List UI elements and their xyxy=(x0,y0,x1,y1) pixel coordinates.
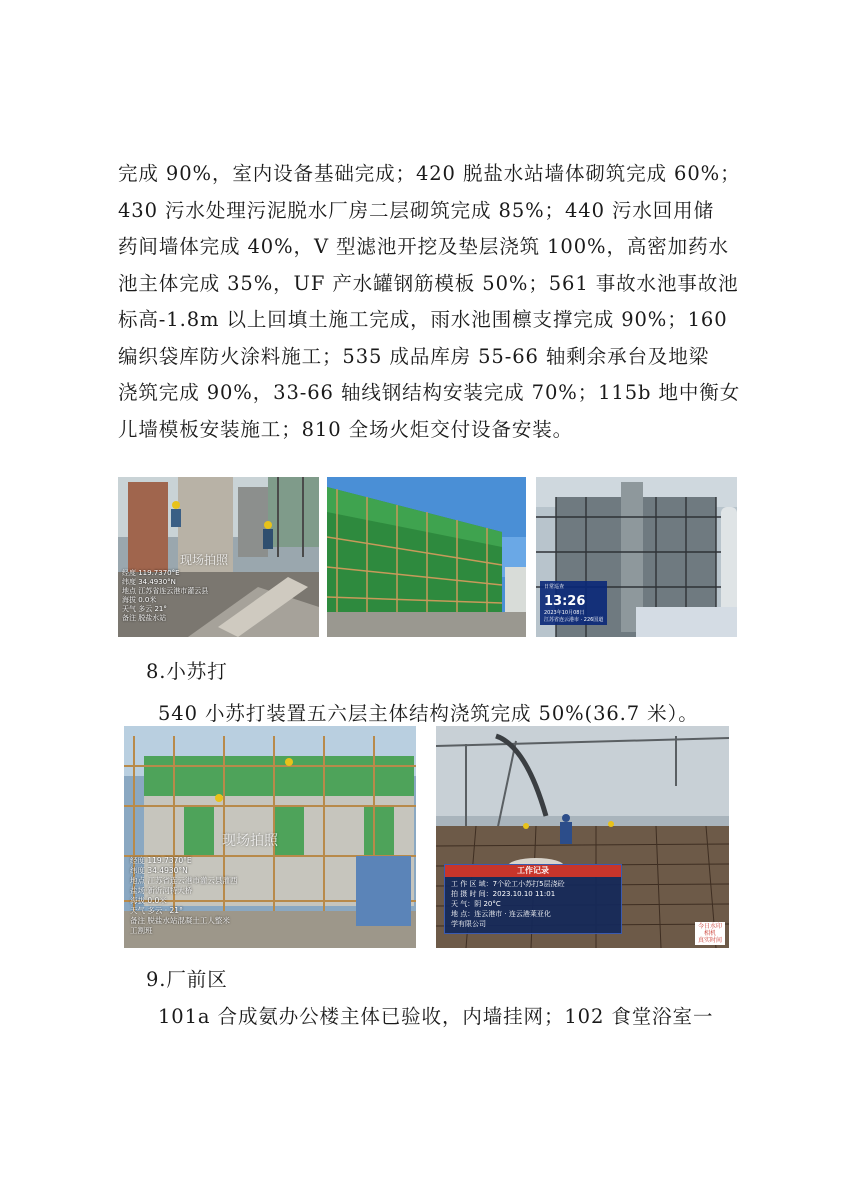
paragraph-line: 儿墙模板安装施工；810 全场火炬交付设备安装。 xyxy=(118,417,574,441)
photo-info-overlay xyxy=(130,856,237,936)
paragraph-line: 完成 90%，室内设备基础完成；420 脱盐水站墙体砌筑完成 60%； xyxy=(118,162,741,185)
work-record-row: 工 作 区 域：7个砼工小苏打5层浇砼 xyxy=(451,880,565,888)
work-record-title: 工作记录 xyxy=(445,865,621,877)
section7-paragraph xyxy=(118,156,744,448)
photo-watermark: 现场拍照 xyxy=(180,553,229,567)
inspection-date: 2023年10月08日 xyxy=(544,610,585,616)
stamp-line: 真实时间 xyxy=(697,937,722,944)
overlay-line: 地点 江苏省连云港市灌云县灌西 xyxy=(130,876,238,885)
section9-body: 101a 合成氨办公楼主体已验收，内墙挂网；102 食堂浴室一 xyxy=(158,1005,714,1028)
site-photo-desalination xyxy=(118,477,319,637)
overlay-line: 天气 多云 · 21° xyxy=(130,906,183,915)
site-photo-concrete-pour xyxy=(436,726,729,948)
overlay-line: 海拔 0.0米 xyxy=(122,596,157,604)
paragraph-line: 药间墙体完成 40%，V 型滤池开挖及垫层浇筑 100%，高密加药水 xyxy=(118,235,729,258)
paragraph-line: 池主体完成 35%，UF 产水罐钢筋模板 50%；561 事故水池事故池 xyxy=(118,271,739,295)
inspection-label: 日常巡查 xyxy=(544,584,565,590)
paragraph-line: 标高-1.8m 以上回填土施工完成，雨水池围檩支撑完成 90%；160 xyxy=(118,308,728,331)
site-photo-soda-structure xyxy=(124,726,416,948)
overlay-line: 盐场·新沂河特大桥 xyxy=(130,886,193,895)
work-record-card xyxy=(444,864,622,934)
inspection-time: 13:26 xyxy=(544,594,586,609)
work-record-row: 天 气：阴 20°C xyxy=(451,900,501,908)
work-record-row: 拍 摄 时 间：2023.10.10 11:01 xyxy=(451,890,556,898)
overlay-line: 经度 119.7370°E xyxy=(130,856,192,865)
photo-info-overlay xyxy=(122,569,208,623)
site-photo-scaffold-building xyxy=(327,477,526,637)
section8-heading: 8.小苏打 xyxy=(146,660,228,683)
overlay-line: 经度 119.7370°E xyxy=(122,569,180,577)
stamp-line: 今日水印 xyxy=(697,923,722,930)
overlay-line: 纬度 34.4930°N xyxy=(130,866,188,875)
photo-watermark: 现场拍照 xyxy=(222,833,278,849)
stamp-line: 相机 xyxy=(703,930,716,937)
overlay-line: 工割班 xyxy=(130,926,153,935)
overlay-line: 备注 脱盐水站混凝土工人整米 xyxy=(130,916,230,925)
overlay-line: 天气 多云 21° xyxy=(122,605,167,613)
paragraph-line: 430 污水处理污泥脱水厂房二层砌筑完成 85%；440 污水回用储 xyxy=(118,198,714,222)
overlay-line: 纬度 34.4930°N xyxy=(122,578,176,586)
paragraph-line: 编织袋库防火涂料施工；535 成品库房 55-66 轴剩余承台及地梁 xyxy=(118,344,710,368)
paragraph-line: 浇筑完成 90%，33-66 轴线钢结构安装完成 70%；115b 地中衡女 xyxy=(118,381,741,404)
inspection-location: 江苏省连云港市 · 226国道 xyxy=(544,617,604,623)
overlay-line: 备注 脱盐水站 xyxy=(122,614,167,622)
site-photo-inspection xyxy=(536,477,737,637)
overlay-line: 海拔 0.0米 xyxy=(130,896,167,905)
inspection-time-card xyxy=(540,581,607,625)
watermark-camera-stamp xyxy=(695,922,725,945)
section8-body: 540 小苏打装置五六层主体结构浇筑完成 50%(36.7 米）。 xyxy=(158,702,699,725)
work-record-row: 地 点：连云港市 · 连云港莱亚化 xyxy=(451,910,551,918)
section9-heading: 9.厂前区 xyxy=(146,968,228,991)
work-record-row: 学有限公司 xyxy=(451,920,486,928)
overlay-line: 地点 江苏省连云港市灌云县 xyxy=(122,587,209,595)
